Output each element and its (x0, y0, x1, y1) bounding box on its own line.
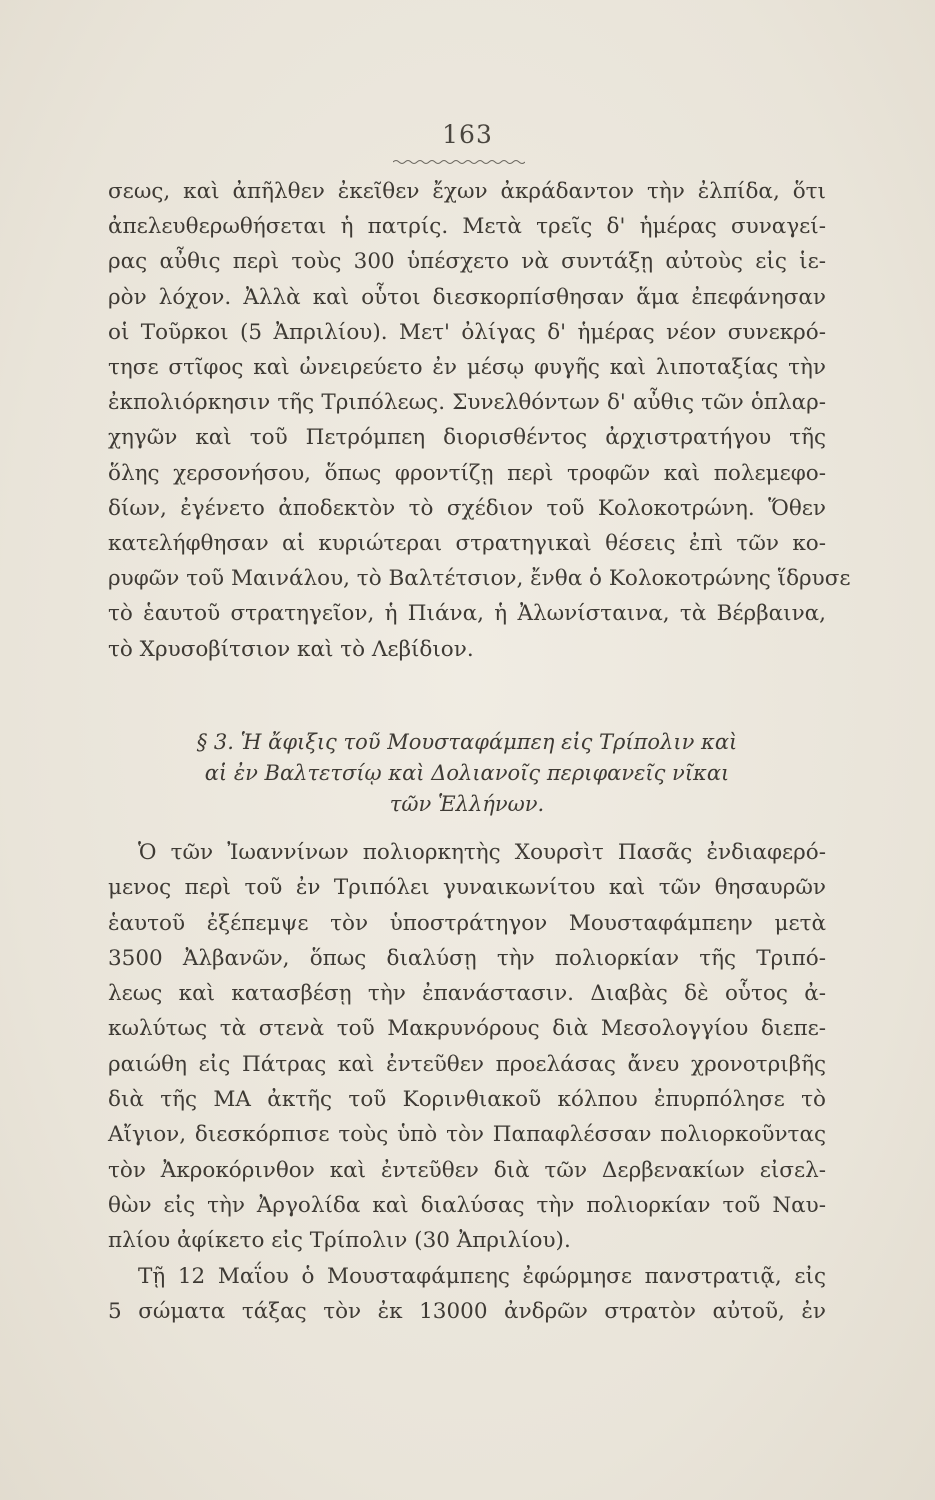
text-line: 3500 Ἀλβανῶν, ὅπως διαλύσῃ τὴν πολιορκίαν τῆς Τριπό- (108, 945, 826, 971)
heading-line: § 3. Ἡ ἄφιξις τοῦ Μουσταφάμπεη εἰς Τρίπολιν καὶ (196, 730, 738, 754)
text-line: κωλύτως τὰ στενὰ τοῦ Μακρυνόρους διὰ Μεσολογγίου διεπε- (108, 1016, 826, 1042)
text-line: ραιώθη εἰς Πάτρας καὶ ἐντεῦθεν προελάσας ἄνευ χρονοτριβῆς (108, 1051, 826, 1077)
text-line: πλίου ἀφίκετο εἰς Τρίπολιν (30 Ἀπριλίου). (108, 1228, 571, 1254)
text-line: οἱ Τοῦρκοι (5 Ἀπριλίου). Μετ' ὀλίγας δ' ἡμέρας νέον συνεκρό- (108, 319, 826, 345)
text-line: θὼν εἰς τὴν Ἀργολίδα καὶ διαλύσας τὴν πολιορκίαν τοῦ Ναυ- (108, 1192, 826, 1218)
text-line: τὸν Ἀκροκόρινθον καὶ ἐντεῦθεν διὰ τῶν Δερβενακίων εἰσελ- (108, 1157, 826, 1183)
text-line: Αἴγιον, διεσκόρπισε τοὺς ὑπὸ τὸν Παπαφλέσσαν πολιορκοῦντας (108, 1122, 826, 1148)
paragraph-continued (108, 174, 851, 667)
text-line: μενος περὶ τοῦ ἐν Τριπόλει γυναικωνίτου καὶ τῶν θησαυρῶν (108, 875, 826, 901)
text-line: σεως, καὶ ἀπῆλθεν ἐκεῖθεν ἔχων ἀκράδαντον τὴν ἐλπίδα, ὅτι (108, 179, 826, 204)
text-line: ἐκπολιόρκησιν τῆς Τριπόλεως. Συνελθόντων δ' αὖθις τῶν ὁπλαρ- (108, 390, 826, 416)
text-line: ρυφῶν τοῦ Μαινάλου, τὸ Βαλτέτσιον, ἔνθα ὁ Κολοκοτρώνης ἵδρυσε (108, 566, 851, 592)
text-line: τησε στῖφος καὶ ὠνειρεύετο ἐν μέσῳ φυγῆς καὶ λιποταξίας τὴν (108, 355, 826, 381)
text-line: 5 σώματα τάξας τὸν ἐκ 13000 ἀνδρῶν στρατὸν αὐτοῦ, ἐν (108, 1298, 826, 1324)
text-line: κατελήφθησαν αἱ κυριώτεραι στρατηγικαὶ θέσεις ἐπὶ τῶν κο- (108, 531, 826, 557)
text-line: διὰ τῆς ΜΑ ἀκτῆς τοῦ Κορινθιακοῦ κόλπου ἐπυρπόλησε τὸ (108, 1087, 826, 1113)
section-body (108, 835, 826, 1329)
text-line: δίων, ἐγένετο ἀποδεκτὸν τὸ σχέδιον τοῦ Κολοκοτρώνη. Ὅθεν (108, 495, 826, 521)
decorative-rule (393, 159, 525, 165)
text-line: Ὁ τῶν Ἰωαννίνων πολιορκητὴς Χουρσὶτ Πασᾶς ἐνδιαφερό- (138, 840, 826, 865)
section-heading (108, 727, 826, 820)
text-line: χηγῶν καὶ τοῦ Πετρόμπεη διορισθέντος ἀρχιστρατήγου τῆς (108, 425, 826, 451)
heading-line: αἱ ἐν Βαλτετσίῳ καὶ Δολιανοῖς περιφανεῖς νῖκαι (204, 761, 730, 785)
text-line: ρὸν λόχον. Ἀλλὰ καὶ οὗτοι διεσκορπίσθησαν ἅμα ἐπεφάνησαν (108, 284, 826, 310)
text-line: λεως καὶ κατασβέσῃ τὴν ἐπανάστασιν. Διαβὰς δὲ οὗτος ἀ- (108, 981, 826, 1007)
text-line: τὸ Χρυσοβίτσιον καὶ τὸ Λεβίδιον. (108, 636, 474, 662)
text-line: ἑαυτοῦ ἐξέπεμψε τὸν ὑποστράτηγον Μουσταφάμπεην μετὰ (108, 910, 826, 936)
text-line: τὸ ἑαυτοῦ στρατηγεῖον, ἡ Πιάνα, ἡ Ἀλωνίσταινα, τὰ Βέρβαινα, (108, 601, 826, 627)
text-line: ρας αὖθις περὶ τοὺς 300 ὑπέσχετο νὰ συντάξῃ αὐτοὺς εἰς ἱε- (108, 249, 826, 275)
page-number: 163 (442, 120, 493, 149)
text-line: ὅλης χερσονήσου, ὅπως φροντίζῃ περὶ τροφῶν καὶ πολεμεφο- (108, 460, 826, 486)
heading-line: τῶν Ἑλλήνων. (389, 792, 545, 816)
text-line: ἀπελευθερωθήσεται ἡ πατρίς. Μετὰ τρεῖς δ' ἡμέρας συναγεί- (108, 214, 826, 240)
text-line: Τῇ 12 Μαΐου ὁ Μουσταφάμπεης ἐφώρμησε πανστρατιᾷ, εἰς (138, 1263, 826, 1289)
